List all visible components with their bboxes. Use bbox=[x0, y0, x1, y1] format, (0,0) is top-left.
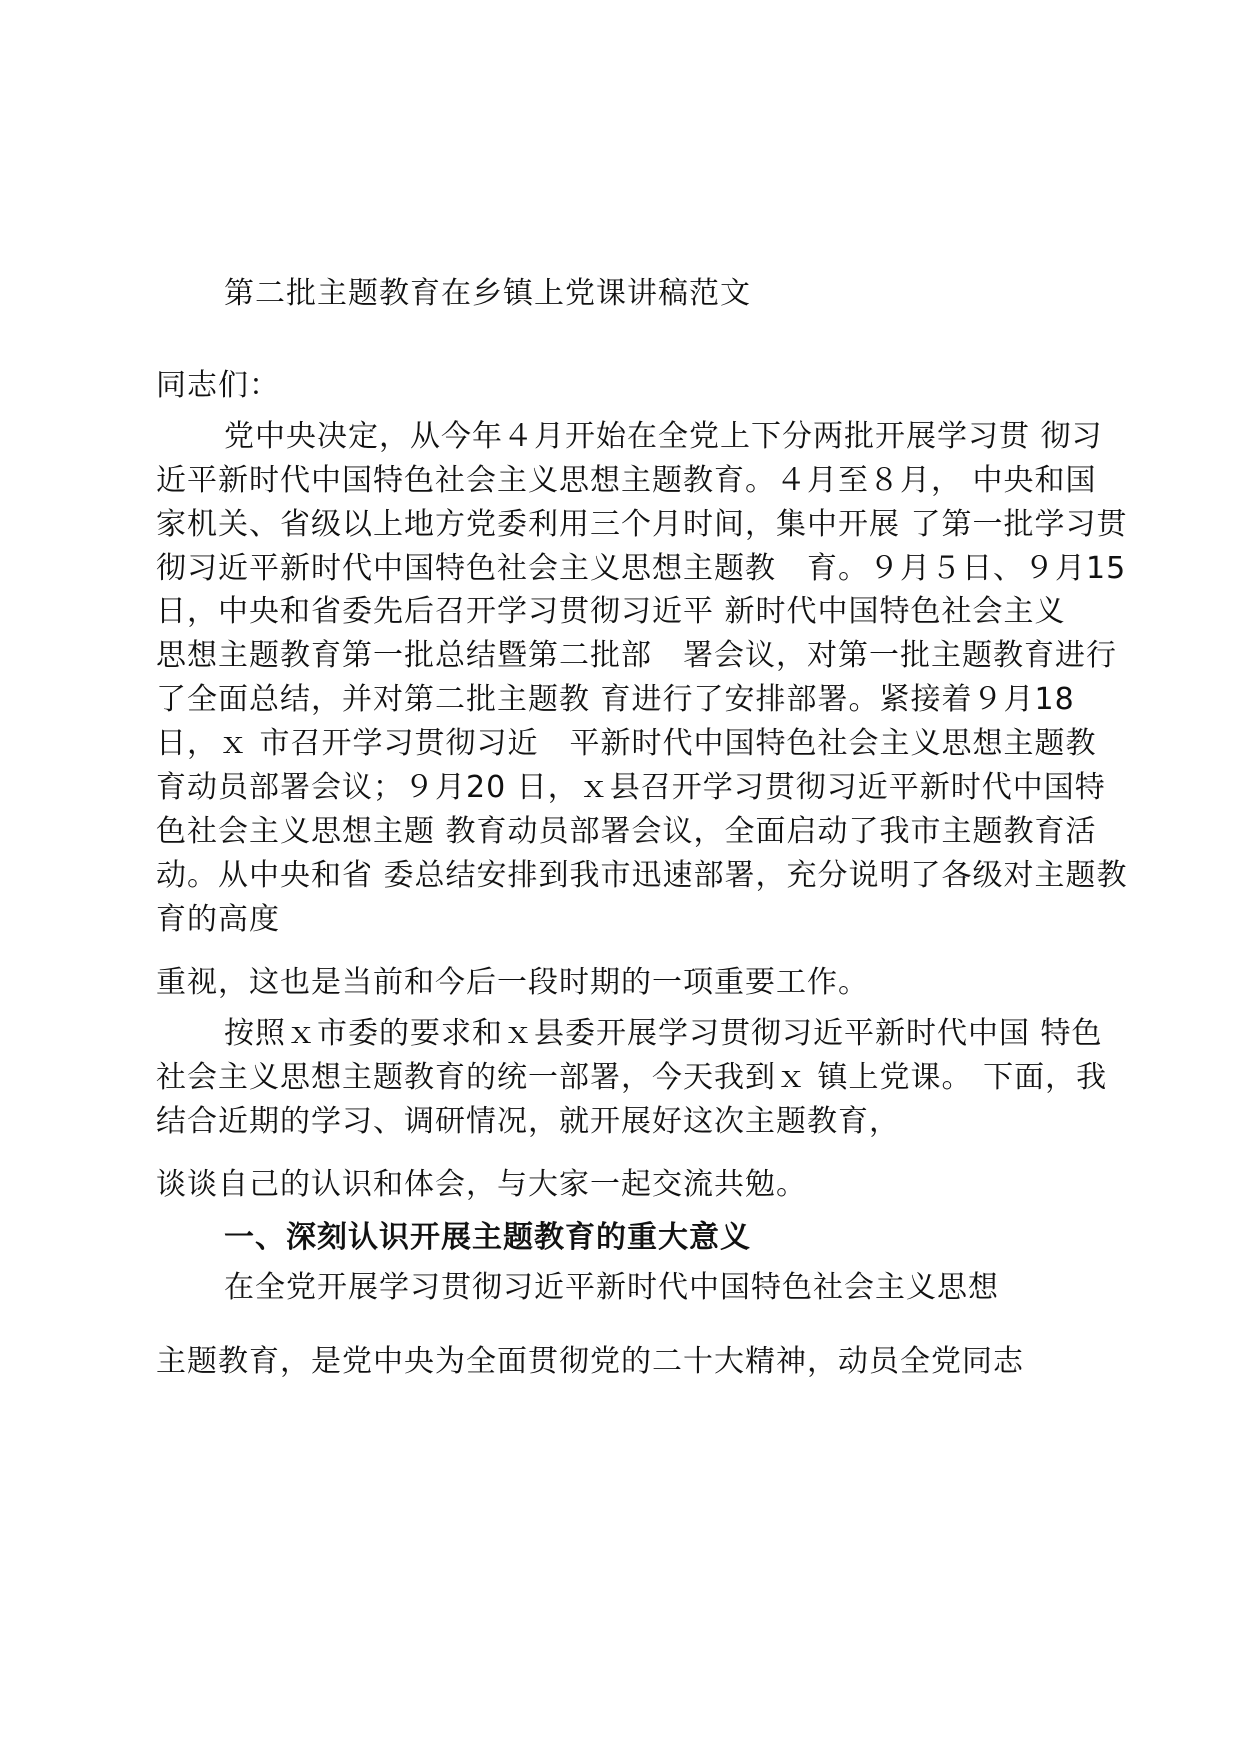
paragraph-line: 在全党开展学习贯彻习近平新时代中国特色社会主义思想 bbox=[224, 1270, 999, 1305]
paragraph-line: 育的高度 bbox=[156, 902, 280, 937]
paragraph-line: 结合近期的学习、调研情况，就开展好这次主题教育， bbox=[156, 1104, 900, 1139]
paragraph-line: 主题教育，是党中央为全面贯彻党的二十大精神，动员全党同志 bbox=[156, 1344, 1024, 1379]
section-heading: 一、深刻认识开展主题教育的重大意义 bbox=[224, 1220, 751, 1255]
paragraph-line: 家机关、省级以上地方党委利用三个月时间，集中开展 了第一批学习贯 bbox=[156, 507, 1128, 542]
salutation: 同志们： bbox=[156, 368, 280, 403]
paragraph-line: 近平新时代中国特色社会主义思想主题教育。４月至８月， 中央和国 bbox=[156, 463, 1097, 498]
paragraph-line: 党中央决定，从今年４月开始在全党上下分两批开展学习贯 彻习 bbox=[224, 419, 1103, 454]
paragraph-line: 谈谈自己的认识和体会，与大家一起交流共勉。 bbox=[156, 1167, 807, 1202]
paragraph-line: 思想主题教育第一批总结暨第二批部 署会议，对第一批主题教育进行 bbox=[156, 638, 1117, 673]
paragraph-line: 色社会主义思想主题 教育动员部署会议，全面启动了我市主题教育活 bbox=[156, 814, 1097, 849]
paragraph-line: 按照ｘ市委的要求和ｘ县委开展学习贯彻习近平新时代中国 特色 bbox=[224, 1016, 1103, 1051]
paragraph-line: 日，中央和省委先后召开学习贯彻习近平 新时代中国特色社会主义 bbox=[156, 594, 1066, 629]
paragraph-line: 彻习近平新时代中国特色社会主义思想主题教 育。９月５日、９月15 bbox=[156, 551, 1127, 586]
paragraph-line: 动。从中央和省 委总结安排到我市迅速部署，充分说明了各级对主题教 bbox=[156, 858, 1128, 893]
paragraph-line: 了全面总结，并对第二批主题教 育进行了安排部署。紧接着９月18 bbox=[156, 682, 1075, 717]
paragraph-line: 社会主义思想主题教育的统一部署，今天我到ｘ 镇上党课。 下面，我 bbox=[156, 1060, 1108, 1095]
paragraph-line: 育动员部署会议；９月20 日，ｘ县召开学习贯彻习近平新时代中国特 bbox=[156, 770, 1106, 805]
paragraph-line: 重视，这也是当前和今后一段时期的一项重要工作。 bbox=[156, 965, 869, 1000]
paragraph-line: 日，ｘ 市召开学习贯彻习近 平新时代中国特色社会主义思想主题教 bbox=[156, 726, 1097, 761]
document-title: 第二批主题教育在乡镇上党课讲稿范文 bbox=[224, 276, 751, 311]
